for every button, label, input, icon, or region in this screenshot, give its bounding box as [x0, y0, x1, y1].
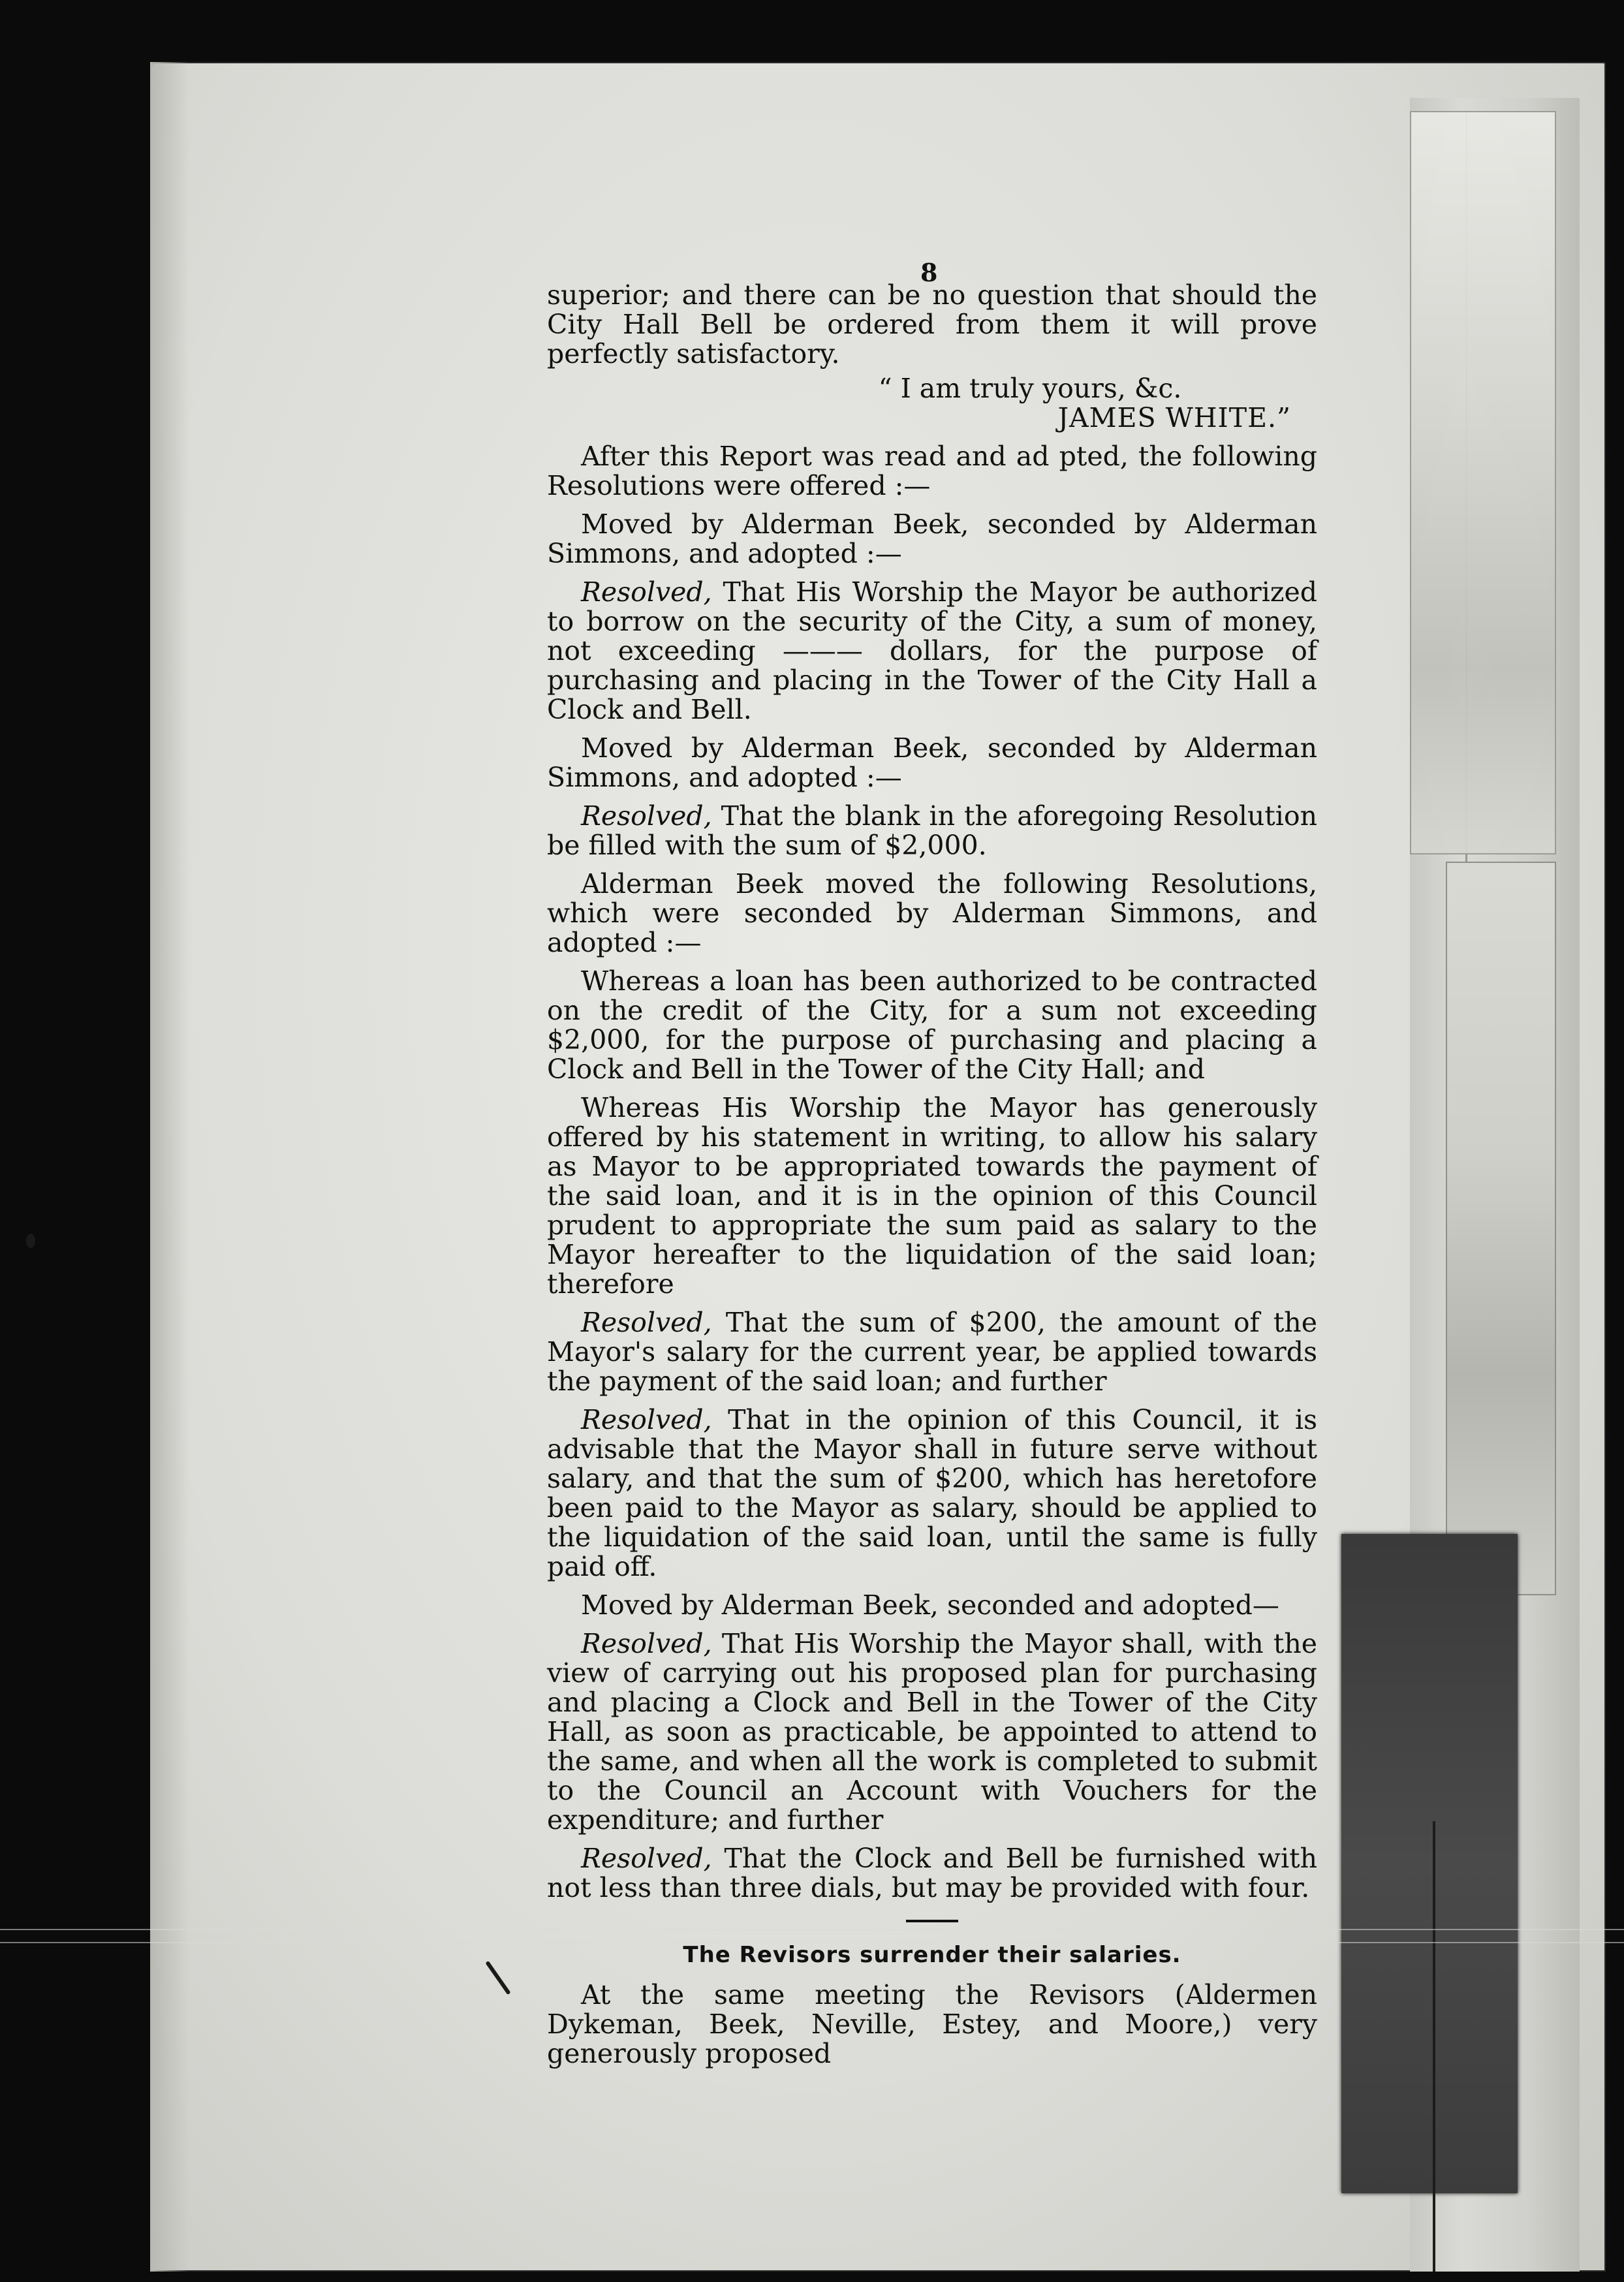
page-fold-line [1433, 1821, 1435, 2272]
page-number: 8 [920, 258, 938, 287]
paragraph-text: That the sum of $200, the amount of the Mayor's salary for the current year, be applied towards the payment of the said loan; and further [547, 1307, 1317, 1397]
paragraph-text: That the Clock and Bell be furnished with not less than three dials, but may be provided with four. [547, 1843, 1317, 1903]
paragraph-text: Whereas a loan has been authorized to be contracted on the credit of the City, for a sum not exceeding $2,000, for the purpose of purchasing and placing a Clock and Bell in the Tower of the City Hall; and [547, 965, 1317, 1085]
repair-tape-upper [1410, 111, 1556, 854]
repair-tape-middle [1446, 862, 1556, 1595]
final-paragraph: At the same meeting the Revisors (Aldermen Dykeman, Beek, Neville, Estey, and Moore,) very generously proposed [547, 1979, 1317, 2069]
motion-paragraph [547, 967, 1317, 1084]
letter-paragraph: superior; and there can be no question that should the City Hall Bell be ordered from them it will prove perfectly satisfactory. [547, 279, 1317, 369]
body-text [547, 281, 1317, 2069]
dust-speck [26, 1234, 35, 1248]
paragraph-text: Moved by Alderman Beek, seconded and adopted— [581, 1589, 1279, 1621]
resolved-lead: Resolved, [581, 576, 712, 608]
resolved-lead: Resolved, [581, 1404, 712, 1435]
intro-paragraph: After this Report was read and ad pted, the following Resolutions were offered :— [547, 441, 1317, 501]
letter-closing: “ I am truly yours, &c. [878, 373, 1182, 404]
motion-paragraph [547, 734, 1317, 792]
resolved-lead: Resolved, [581, 1843, 712, 1874]
resolution-paragraph [547, 802, 1317, 860]
resolution-paragraph [547, 1844, 1317, 1903]
resolved-lead: Resolved, [581, 800, 712, 832]
motion-paragraph [547, 510, 1317, 569]
paragraph-text: Alderman Beek moved the following Resolutions, which were seconded by Alderman Simmons, and adopted :— [547, 868, 1317, 958]
resolution-paragraph [547, 1629, 1317, 1835]
motion-paragraph [547, 1591, 1317, 1620]
paragraph-text: That His Worship the Mayor shall, with the view of carrying out his proposed plan for purchasing and placing a Clock and Bell in the Tower of the City Hall, as soon as practicable, be appointed to attend to the same, and when all the work is completed to submit to the Council an Account with Vouchers for the expenditure; and further [547, 1628, 1317, 1836]
paragraph-text: Whereas His Worship the Mayor has generously offered by his statement in writing, to allow his salary as Mayor to be appropriated towards the payment of the said loan, and it is in the opinion of this Council prudent to appropriate the sum paid as salary to the Mayor hereafter to the liquidation of the said loan; therefore [547, 1092, 1317, 1300]
paragraph-text: Moved by Alderman Beek, seconded by Alderman Simmons, and adopted :— [547, 732, 1317, 793]
dark-repair-tape [1341, 1534, 1518, 2193]
paragraph-text: Moved by Alderman Beek, seconded by Alderman Simmons, and adopted :— [547, 508, 1317, 569]
letter-signature: JAMES WHITE.” [1057, 402, 1291, 433]
paragraph-text: That His Worship the Mayor be authorized to borrow on the security of the City, a sum of money, not exceeding ——— dollars, for the purpose of purchasing and placing in the Tower of the City Hall a Clock and Bell. [547, 576, 1317, 725]
resolved-lead: Resolved, [581, 1307, 712, 1338]
resolutions-list [547, 510, 1317, 1903]
page-shadow-edge [150, 62, 189, 2272]
section-rule [906, 1920, 958, 1922]
resolution-paragraph [547, 578, 1317, 725]
resolution-paragraph [547, 1308, 1317, 1396]
resolved-lead: Resolved, [581, 1628, 712, 1659]
paragraph-text: That in the opinion of this Council, it is advisable that the Mayor shall in future serve without salary, and that the sum of $200, which has heretofore been paid to the Mayor as salary, should be applied to the liquidation of the said loan, until the same is fully paid off. [547, 1404, 1317, 1582]
motion-paragraph [547, 869, 1317, 958]
motion-paragraph [547, 1093, 1317, 1299]
section-heading: The Revisors surrender their salaries. [683, 1942, 1181, 1968]
resolution-paragraph [547, 1405, 1317, 1582]
paragraph-text: That the blank in the aforegoing Resolution be filled with the sum of $2,000. [547, 800, 1317, 861]
